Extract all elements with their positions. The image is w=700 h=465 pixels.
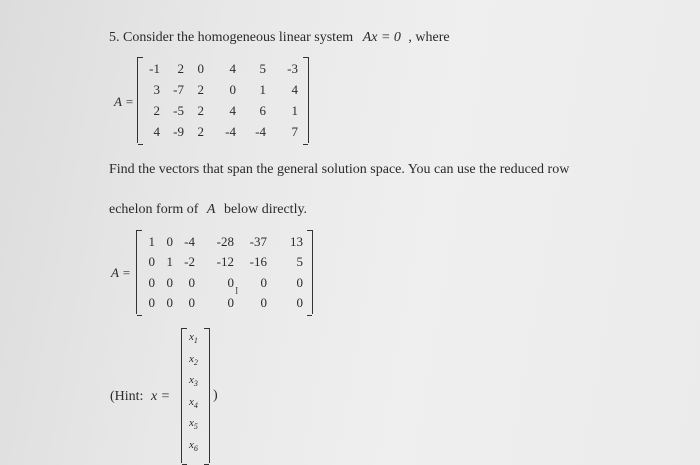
matrix-a-label: A = — [114, 94, 134, 109]
rref-cell: 13 — [290, 234, 303, 249]
rref-cell: 0 — [166, 275, 173, 290]
matrix-a-cell: -1 — [149, 61, 160, 76]
rref-cell: 0 — [148, 295, 155, 310]
matrix-a-cell: 1 — [291, 103, 298, 118]
rref-cell: 0 — [260, 295, 267, 310]
cursor-mark: I — [235, 286, 239, 297]
matrix-a-cell: -7 — [173, 82, 184, 97]
matrix-a-cell: -9 — [173, 124, 184, 139]
hint-suffix: ) — [213, 388, 218, 403]
rref-cell: 0 — [296, 295, 303, 310]
matrix-a-cell: 5 — [259, 61, 266, 76]
matrix-a-cell: 2 — [197, 103, 204, 118]
instruction-var: A — [206, 202, 216, 217]
matrix-a-cell: -4 — [255, 124, 266, 139]
matrix-a-cell: 3 — [153, 82, 160, 97]
solution-vector — [181, 328, 210, 463]
matrix-a-cell: 0 — [197, 61, 204, 76]
vector-entry: $x_1$ — [189, 331, 198, 346]
rref-cell: 0 — [227, 275, 234, 290]
rref-cell: 0 — [227, 295, 234, 310]
system-equation: Ax = 0 — [362, 30, 401, 45]
problem-intro: Consider the homogeneous linear system — [123, 30, 354, 45]
matrix-a-cell: 2 — [153, 103, 160, 118]
rref-cell: -37 — [249, 234, 267, 249]
problem-statement — [109, 30, 450, 46]
matrix-a-cell: -5 — [173, 103, 184, 118]
matrix-a-cell: 4 — [229, 61, 236, 76]
instruction-line-1: Find the vectors that span the general solution space. You can use the reduced row — [109, 162, 570, 177]
hint-var: x = — [150, 389, 171, 404]
vector-entry: $x_4$ — [189, 395, 198, 410]
rref-cell: -4 — [184, 234, 195, 249]
matrix-a-cell: 1 — [259, 82, 266, 97]
matrix-a-cell: 6 — [259, 103, 266, 118]
rref-cell: -12 — [216, 254, 234, 269]
matrix-a-cell: 4 — [291, 82, 298, 97]
matrix-a-cell: -3 — [287, 61, 298, 76]
matrix-a-cell: 7 — [291, 124, 298, 139]
where-text: , where — [408, 30, 450, 45]
matrix-a-cell: 0 — [229, 82, 236, 97]
matrix-a-cell: 2 — [177, 61, 184, 76]
rref-label: A = — [111, 265, 131, 280]
matrix-a-cell: 4 — [229, 103, 236, 118]
rref-cell: 1 — [166, 254, 173, 269]
rref-cell: -28 — [216, 234, 234, 249]
instruction-line-2 — [109, 202, 307, 218]
vector-entry: $x_5$ — [189, 417, 198, 432]
rref-cell: 0 — [166, 234, 173, 249]
problem-number: 5. — [109, 30, 120, 45]
rref-cell: 0 — [188, 275, 195, 290]
hint-prefix: (Hint: — [110, 389, 144, 404]
vector-entry: $x_2$ — [189, 352, 198, 367]
matrix-a-cell: 2 — [197, 82, 204, 97]
rref-cell: 0 — [296, 275, 303, 290]
rref-cell: 0 — [260, 275, 267, 290]
rref-matrix — [136, 230, 313, 314]
rref-cell: 5 — [296, 254, 303, 269]
instruction-suffix: below directly. — [223, 202, 308, 217]
vector-entry: $x_3$ — [189, 374, 198, 389]
matrix-a — [137, 57, 309, 143]
hint — [110, 389, 170, 405]
matrix-a-cell: 2 — [197, 124, 204, 139]
vector-entry: $x_6$ — [189, 438, 198, 453]
instruction-prefix: echelon form of — [109, 202, 199, 217]
rref-cell: -16 — [249, 254, 267, 269]
matrix-a-cell: -4 — [225, 124, 236, 139]
rref-cell: 0 — [188, 295, 195, 310]
rref-cell: 1 — [148, 234, 155, 249]
rref-cell: 0 — [166, 295, 173, 310]
matrix-a-cell: 4 — [153, 124, 160, 139]
rref-cell: -2 — [184, 254, 195, 269]
rref-cell: 0 — [148, 254, 155, 269]
rref-cell: 0 — [148, 275, 155, 290]
